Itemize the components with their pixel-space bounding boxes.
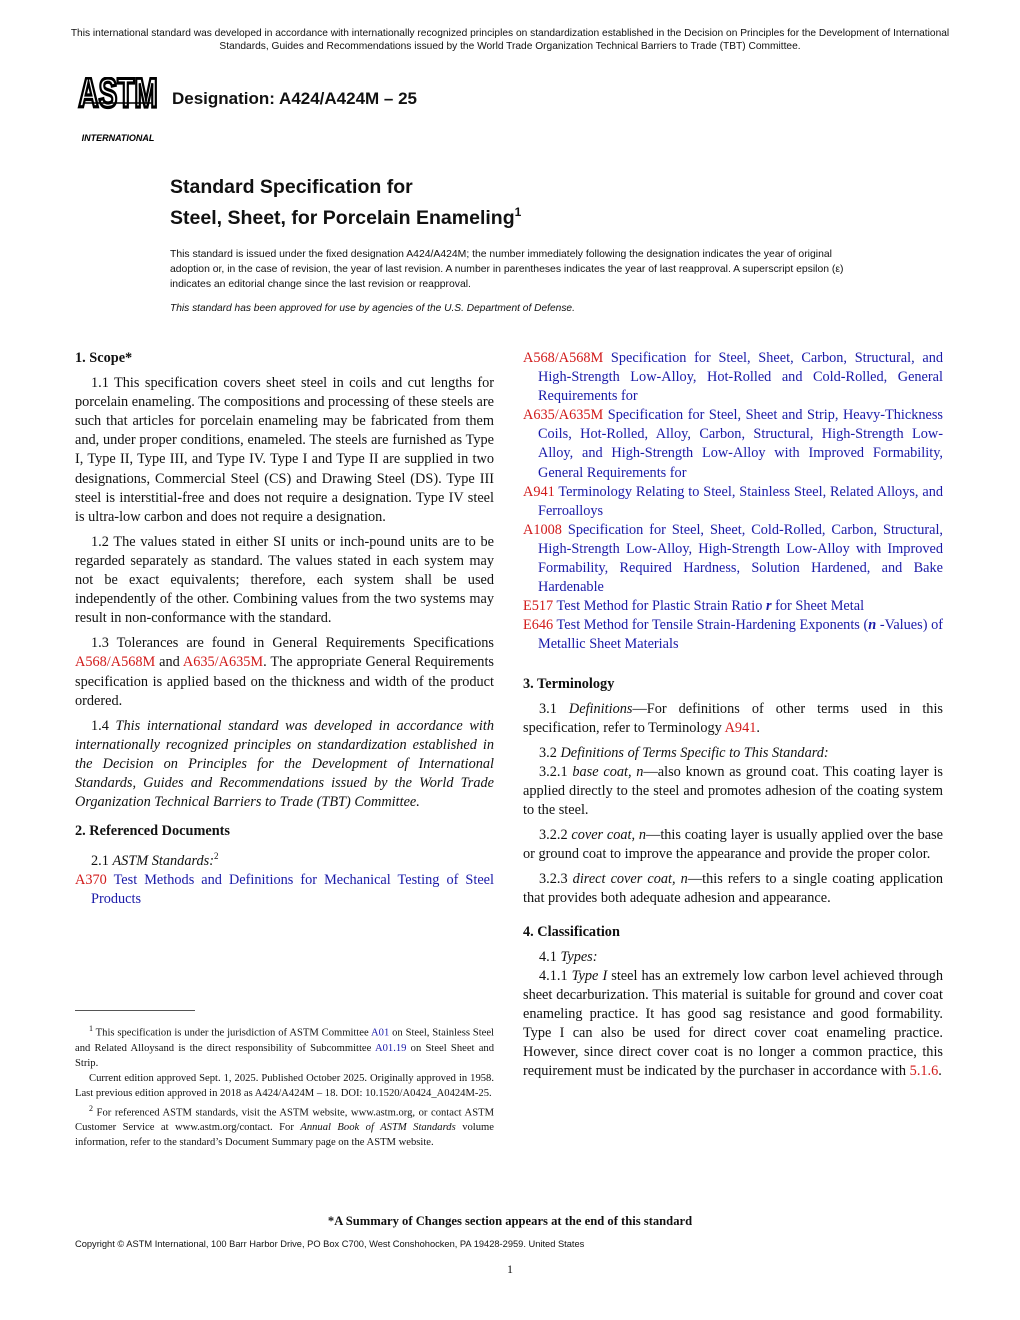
left-column: [75, 349, 494, 909]
designation: Designation: A424/A424M – 25: [172, 89, 418, 108]
para-4-1: 4.1 Types:: [539, 948, 598, 965]
astm-logo-letters: ASTM: [78, 77, 158, 117]
copyright: Copyright © ASTM International, 100 Barr Harbor Drive, PO Box C700, West Conshohocken, PA 19428-2959. United States: [75, 1239, 585, 1249]
footnotes: [75, 1021, 494, 1150]
ref-e646[interactable]: E646 Test Method for Tensile Strain-Hardening Exponents (n -Values) of Metallic Sheet Materials: [523, 617, 943, 653]
dod-approval: This standard has been approved for use by agencies of the U.S. Department of Defense.: [170, 303, 575, 314]
link-a01-19[interactable]: A01.19: [374, 1042, 407, 1054]
para-1-1: 1.1 This specification covers sheet steel in coils and cut lengths for porcelain enameling. The compositions and processing of these steels are such that articles for porcelain enameling may be fabricated from them and, under proper conditions, enameled. The steels are furnished as Type I, Type II, Type III, and Type IV. Type I and Type II are supplied in two designations, Commercial Steel (CS) and Drawing Steel (DS). Type III steel is interstitial-free and does not require a designation. Type IV steel is ultra-low carbon and does not require a designation.: [75, 375, 494, 525]
title-line-2: Steel, Sheet, for Porcelain Enameling: [170, 207, 515, 229]
ref-a941[interactable]: A941 Terminology Relating to Steel, Stainless Steel, Related Alloys, and Ferroalloys: [523, 483, 943, 519]
footnote-edition: Current edition approved Sept. 1, 2025. Published October 2025. Originally approved in 1958. Last previous edition approved in 2018 as A424/A424M – 18. DOI: 10.1520/A0424_A0424M-25.: [75, 1072, 494, 1099]
ref-a568[interactable]: A568/A568M Specification for Steel, Sheet, Carbon, Structural, and High-Strength Low-Alloy, Hot-Rolled and Cold-Rolled, General Requirements for: [523, 350, 943, 405]
ref-a1008[interactable]: A1008 Specification for Steel, Sheet, Cold-Rolled, Carbon, Structural, High-Strength Low-Alloy, High-Strength Low-Alloy with Improved Formability, Required Hardness, Solution Hardened, and Bake Hardenable: [523, 521, 943, 596]
footnote-1: $^1$ This specification is under the jurisdiction of ASTM Committee A01 on Steel, Stainless Steel and Related Alloysand is the direct responsibility of Subcommittee A01.19 on Steel Sheet and Strip.: [75, 1024, 494, 1069]
tbt-notice: This international standard was developed in accordance with internationally recognized principles on standardization established in the Decision on Principles for the Development of International Standards, Guides and Recommendations issued by the World Trade Organization Technical Barriers to Trade (TBT) Committee.: [70, 28, 950, 52]
astm-logo-sub: INTERNATIONAL: [81, 133, 155, 143]
link-a568[interactable]: A568/A568M: [75, 654, 156, 671]
footnote-rule: [75, 1010, 195, 1011]
para-4-1-1: 4.1.1 Type I steel has an extremely low carbon level achieved through sheet decarburization. This material is suitable for ground and cover coat enameling practice. It has good sag resistance and good formability. Type I can also be used for direct cover coat enameling practice. However, since direct cover coat is no longer a common practice, this requirement must be indicated by the purchaser in accordance with 5.1.6.: [523, 967, 943, 1080]
footnote-2: $^2$ For referenced ASTM standards, visit the ASTM website, www.astm.org, or contact ASTM Customer Service at www.astm.org/contact. For Annual Book of ASTM Standards volume information, refer to the standard’s Document Summary page on the ASTM website.: [75, 1103, 494, 1149]
summary-of-changes-note: *A Summary of Changes section appears at the end of this standard: [327, 1214, 693, 1228]
ref-a635[interactable]: A635/A635M Specification for Steel, Sheet and Strip, Heavy-Thickness Coils, Hot-Rolled, Alloy, Carbon, Structural, High-Strength Low-Alloy, and High-Strength Low-Alloy with Improved Formability, General Requirements for: [523, 407, 943, 481]
para-3-1: 3.1 Definitions—For definitions of other terms used in this specification, refer to Terminology A941.: [523, 700, 943, 736]
title-line-1: Standard Specification for: [170, 176, 413, 198]
ref-a370[interactable]: A370 Test Methods and Definitions for Mechanical Testing of Steel Products: [75, 872, 494, 908]
section-1-heading: 1. Scope*: [75, 350, 133, 366]
section-2-heading: 2. Referenced Documents: [75, 823, 230, 840]
para-3-2-3: 3.2.3 direct cover coat, n—this refers to a single coating application that provides both adequate adhesion and appearance.: [523, 871, 943, 907]
section-3-heading: 3. Terminology: [523, 675, 615, 692]
link-a635[interactable]: A635/A635M: [182, 654, 264, 671]
ref-e517[interactable]: E517 Test Method for Plastic Strain Ratio r for Sheet Metal: [523, 598, 865, 615]
link-5-1-6[interactable]: 5.1.6: [909, 1063, 939, 1080]
para-1-2: 1.2 The values stated in either SI units or inch-pound units are to be regarded separately as standard. The values stated in each system may not be exact equivalents; therefore, each system shall be used independently of the other. Combining values from the two systems may result in non-conformance with the standard.: [75, 533, 494, 627]
para-3-2: 3.2 Definitions of Terms Specific to This Standard:: [539, 744, 829, 761]
para-1-3: 1.3 Tolerances are found in General Requirements Specifications A568/A568M and A635/A635M. The appropriate General Requirements specification is applied based on the thickness and width of the product ordered.: [75, 635, 494, 709]
section-4-heading: 4. Classification: [523, 923, 620, 940]
link-a01[interactable]: A01: [371, 1027, 390, 1039]
para-2-1: 2.1 ASTM Standards:$^2$: [91, 851, 219, 870]
para-3-2-1: 3.2.1 base coat, n—also known as ground coat. This coating layer is applied directly to the steel and promotes adhesion of the coating system to the steel.: [523, 763, 944, 819]
right-column: [523, 349, 943, 1087]
para-1-4: 1.4 This international standard was developed in accordance with internationally recognized principles on standardization established in the Decision on Principles for the Development of International Standards, Guides and Recommendations issued by the World Trade Organization Technical Barriers to Trade (TBT) Committee.: [75, 717, 494, 811]
para-3-2-2: 3.2.2 cover coat, n—this coating layer is usually applied over the base or ground coat to improve the appearance and provide the proper color.: [523, 827, 943, 863]
page-number: 1: [507, 1262, 513, 1276]
page-title: [170, 175, 521, 231]
astm-logo: [74, 77, 162, 147]
designation-intro: This standard is issued under the fixed designation A424/A424M; the number immediately following the designation indicates the year of original adoption or, in the case of revision, the year of last revision. A number in parentheses indicates the year of last reapproval. A superscript epsilon (ε) indicates an editorial change since the last revision or reapproval.: [170, 249, 844, 290]
title-footnote-mark: 1: [514, 205, 522, 219]
link-a941[interactable]: A941: [724, 719, 757, 736]
